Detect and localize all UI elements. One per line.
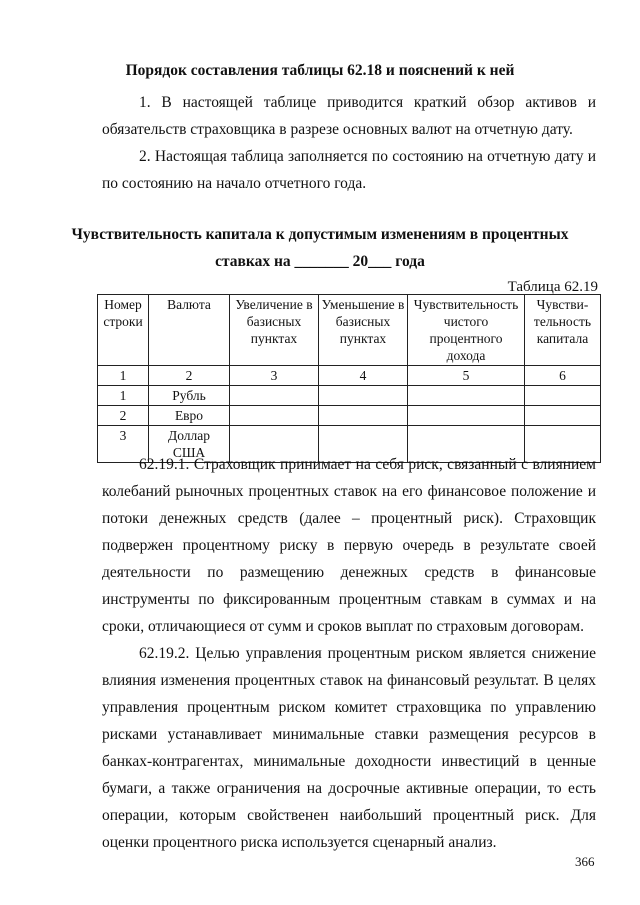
row-currency: Евро [149,406,230,426]
row-number: 3 [98,426,149,463]
paragraph-62-19-2: 62.19.2. Целью управления процентным риском является снижение влияния изменения процентных ставок на финансовый результат. В целях управления процентным риском комитет страховщика по управлению рисками устанавливает минимальные ставки размещения ресурсов в банках-контрагентах, минимальные доходности инвестиций в ценные бумаги, а также ограничения на досрочные активные операции, то есть операции, которым свойственен наибольший процентный риск. Для оценки процентного риска используется сценарный анализ. [102,645,596,851]
header-currency: Валюта [149,295,230,366]
sensitivity-table [97,294,601,463]
col-number: 2 [149,366,230,386]
header-net-interest-sensitivity: Чувствительность чистого процентного дохода [408,295,525,366]
table-caption: Таблица 62.19 [507,279,598,295]
paragraph-2: 2. Настоящая таблица заполняется по состоянию на отчетную дату и по состоянию на начало отчетного года. [102,148,596,192]
header-increase-bp: Увеличение в базисных пунктах [230,295,319,366]
header-capital-sensitivity: Чувстви-тельность капитала [525,295,601,366]
header-decrease-bp: Уменьшение в базисных пунктах [319,295,408,366]
row-currency: Рубль [149,386,230,406]
empty-cell [525,386,601,406]
paragraph-62-19-1: 62.19.1. Страховщик принимает на себя риск, связанный с влиянием колебаний рыночных процентных ставок на его финансовое положение и потоки денежных средств (далее – процентный риск). Страховщик подвержен процентному риску в первую очередь в результате своей деятельности по размещению денежных средств в финансовые инструменты по фиксированным процентным ставкам в суммах и на сроки, отличающиеся от сумм и сроков выплат по страховым договорам. [102,456,596,635]
header-row-number: Номер строки [98,295,149,366]
section-title-62-18: Порядок составления таблицы 62.18 и пояснений к ней [125,62,515,79]
empty-cell [408,386,525,406]
empty-cell [319,406,408,426]
empty-cell [525,406,601,426]
row-number: 1 [98,386,149,406]
col-number: 5 [408,366,525,386]
table-title-line-2: ставках на _______ 20___ года [215,253,425,270]
col-number: 1 [98,366,149,386]
empty-cell [230,406,319,426]
col-number: 4 [319,366,408,386]
empty-cell [319,386,408,406]
empty-cell [230,386,319,406]
paragraph-1: 1. В настоящей таблице приводится краткий обзор активов и обязательств страховщика в разрезе основных валют на отчетную дату. [102,94,596,138]
row-number: 2 [98,406,149,426]
empty-cell [408,406,525,426]
table-row [98,386,601,406]
row-currency: Доллар США [149,426,230,463]
col-number: 3 [230,366,319,386]
table-row [98,406,601,426]
table-title-line-1: Чувствительность капитала к допустимым изменениям в процентных [71,226,569,243]
column-number-row [98,366,601,386]
page-number: 366 [575,854,595,869]
col-number: 6 [525,366,601,386]
table-header-row [98,295,601,366]
